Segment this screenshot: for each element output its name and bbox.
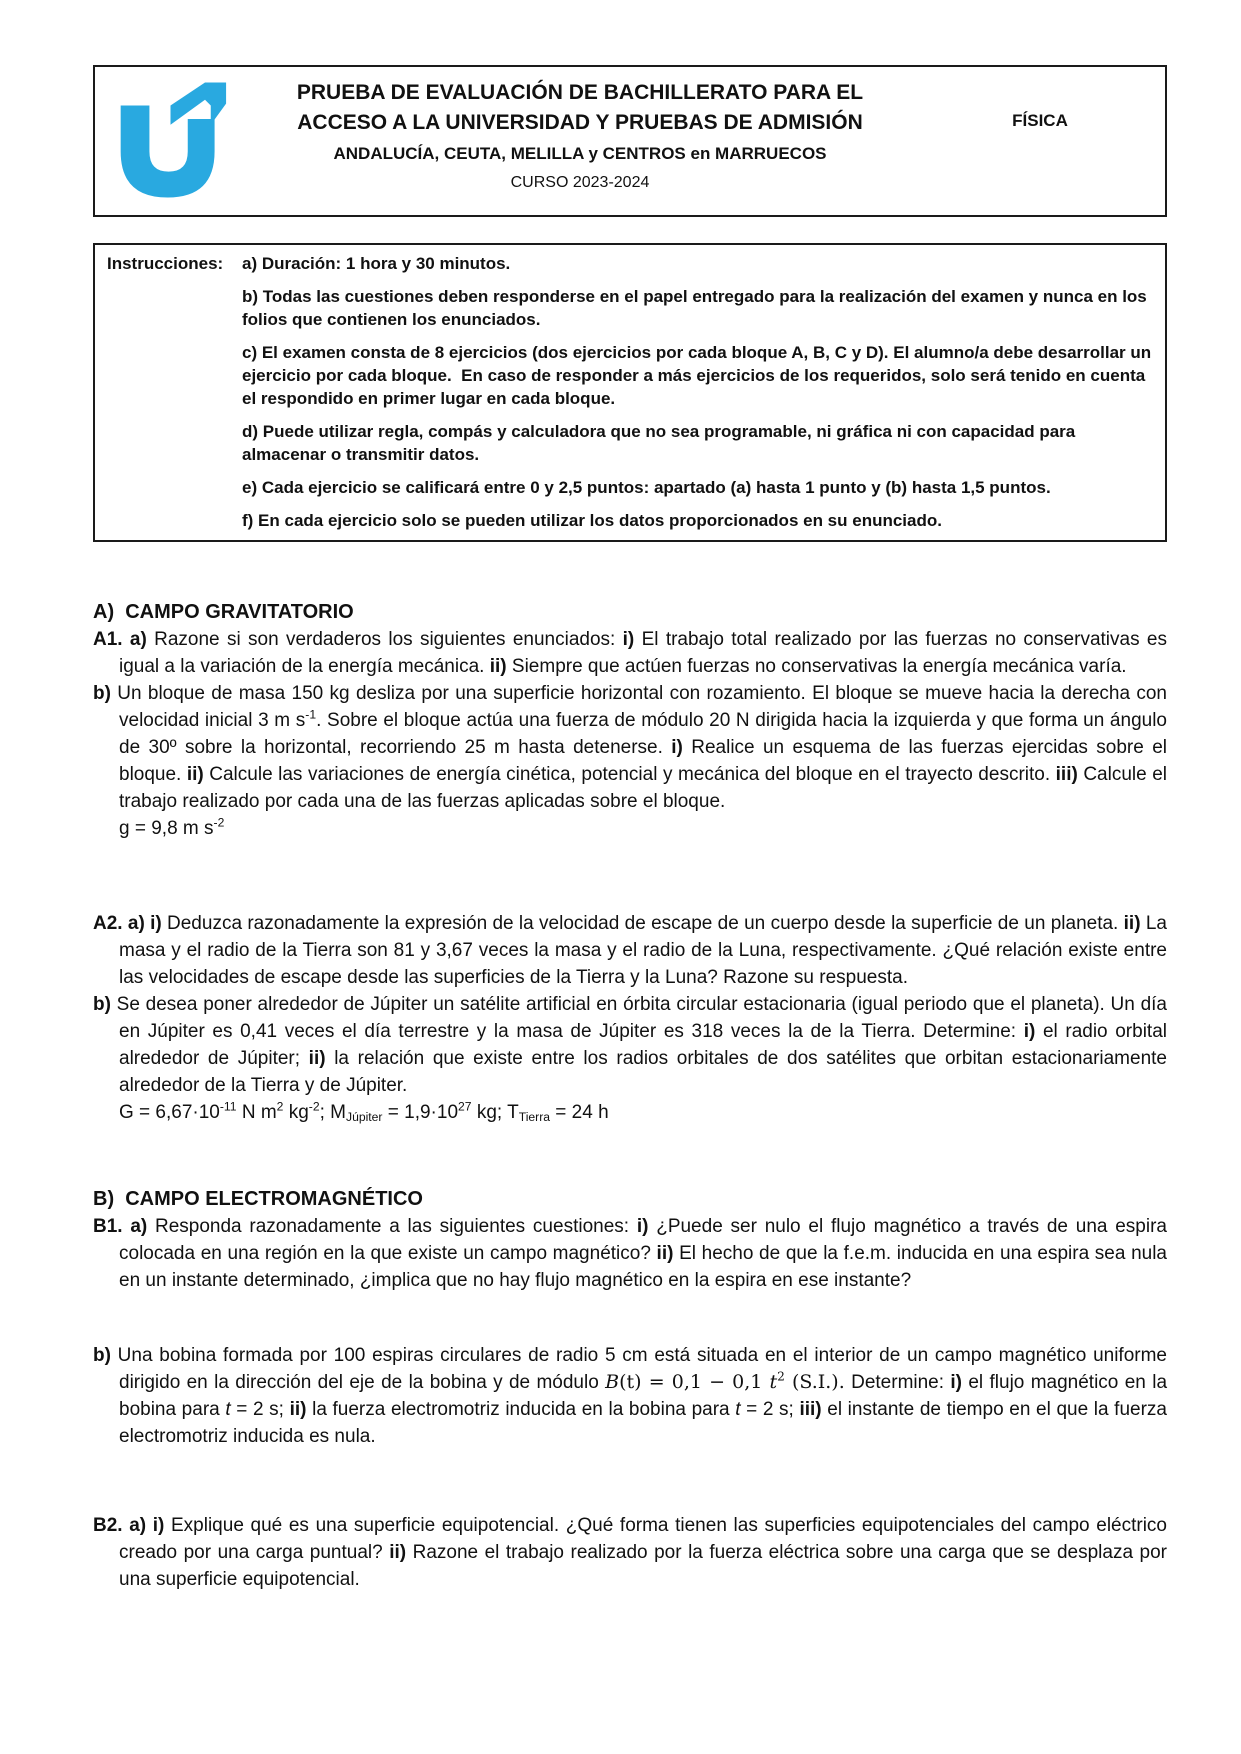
instruction-item-d: d) Puede utilizar regla, compás y calculadora que no sea programable, ni gráfica ni con capacidad para almacenar o transmitir datos. [242,422,1080,464]
instruction-item-f: f) En cada ejercicio solo se pueden utilizar los datos proporcionados en su enunciado. [242,511,942,530]
exam-body [93,599,1167,1593]
instruction-item-c: c) El examen consta de 8 ejercicios (dos ejercicios por cada bloque A, B, C y D). El alumno/a debe desarrollar un ejercicio por cada bloque. En caso de responder a más ejercicios de los requeridos, solo será tenido en cuenta el respondido en primer lugar en cada bloque. [242,343,1156,408]
exam-header [93,65,1167,217]
exam-region-line: ANDALUCÍA, CEUTA, MELILLA y CENTROS en MARRUECOS [333,144,827,163]
exam-title-line2: ACCESO A LA UNIVERSIDAD Y PRUEBAS DE ADMISIÓN [297,111,863,134]
question-b1-part-a: B1. a) Responda razonadamente a las siguientes cuestiones: i) ¿Puede ser nulo el flujo magnético a través de una espira colocada en una región en la que existe un campo magnético? ii) El hecho de que la f.e.m. inducida en una espira sea nula en un instante determinado, ¿implica que no hay flujo magnético en la espira en ese instante? [93,1216,1167,1291]
question-a2-part-b: b) Se desea poner alrededor de Júpiter un satélite artificial en órbita circular estacionaria (igual periodo que el planeta). Un día en Júpiter es 0,41 veces el día terrestre y la masa de Júpiter es 318 veces la de la Tierra. Determine: i) el radio orbital alrededor de Júpiter; ii) la relación que existe entre los radios orbitales de dos satélites que orbitan estacionariamente alrededor de la Tierra y de Júpiter. [93,994,1167,1096]
instructions-label: Instrucciones: [107,254,224,273]
header-titles [245,67,915,215]
question-a2-part-a: A2. a) i) Deduzca razonadamente la expresión de la velocidad de escape de un cuerpo desde la superficie de un planeta. ii) La masa y el radio de la Tierra son 81 y 3,67 veces la masa y el radio de la Luna, respectivamente. ¿Qué relación existe entre las velocidades de escape desde las superficies de la Tierra y la Luna? Razone su respuesta. [93,913,1167,988]
subject-label: FÍSICA [1012,111,1068,130]
question-a1-part-b: b) Un bloque de masa 150 kg desliza por una superficie horizontal con rozamiento. El bloque se mueve hacia la derecha con velocidad inicial 3 m $s^{-1}$. Sobre el bloque actúa una fuerza de módulo 20 N dirigida hacia la izquierda y que forma un ángulo de 30º sobre la horizontal, recorriendo 25 m hasta detenerse. i) Realice un esquema de las fuerzas ejercidas sobre el bloque. ii) Calcule las variaciones de energía cinética, potencial y mecánica del bloque en el trayecto descrito. iii) Calcule el trabajo realizado por cada una de las fuerzas aplicadas sobre el bloque. [93,683,1167,812]
section-b-heading: B) CAMPO ELECTROMAGNÉTICO [93,1188,423,1210]
instruction-item-e: e) Cada ejercicio se calificará entre 0 y 2,5 puntos: apartado (a) hasta 1 punto y (b) hasta 1,5 puntos. [242,478,1051,497]
question-a2-data-line: $G = 6,67\cdot 10^{-11}$ N $m^2$ $kg^{-2}$; $M_{Júpiter} = 1,9\cdot 10^{27}$ kg; $T_{Tierra} = 24$ h [119,1099,609,1125]
university-logo [95,67,245,215]
u-arrow-logo-icon [113,78,228,204]
instruction-item-b: b) Todas las cuestiones deben responderse en el papel entregado para la realización del examen y nunca en los folios que contienen los enunciados. [242,287,1152,329]
instruction-item-a: a) Duración: 1 hora y 30 minutos. [242,254,511,273]
exam-title-line1: PRUEBA DE EVALUACIÓN DE BACHILLERATO PARA EL [296,81,864,104]
instructions-items [242,252,1155,532]
instructions-box [93,243,1167,542]
question-b1-part-b: b) Una bobina formada por 100 espiras circulares de radio 5 cm está situada en el interior de un campo magnético uniforme dirigido en la dirección del eje de la bobina y de módulo B(t) = 0,1 − 0,1 $t^2$ (S.I.). Determine: i) el flujo magnético en la bobina para t = 2 s; ii) la fuerza electromotriz inducida en la bobina para t = 2 s; iii) el instante de tiempo en el que la fuerza electromotriz inducida es nula. [93,1345,1168,1447]
question-b2-part-a: B2. a) i) Explique qué es una superficie equipotencial. ¿Qué forma tienen las superficies equipotenciales del campo eléctrico creado por una carga puntual? ii) Razone el trabajo realizado por la fuerza eléctrica sobre una carga que se desplaza por una superficie equipotencial. [93,1515,1168,1590]
exam-course-line: CURSO 2023-2024 [510,174,650,191]
question-a1-data-line: g = 9,8 m $s^{-2}$ [119,815,225,839]
section-a-heading: A) CAMPO GRAVITATORIO [93,601,354,623]
question-a1-part-a: A1. a) Razone si son verdaderos los siguientes enunciados: i) El trabajo total realizado por las fuerzas no conservativas es igual a la variación de la energía mecánica. ii) Siempre que actúen fuerzas no conservativas la energía mecánica varía. [93,629,1167,677]
